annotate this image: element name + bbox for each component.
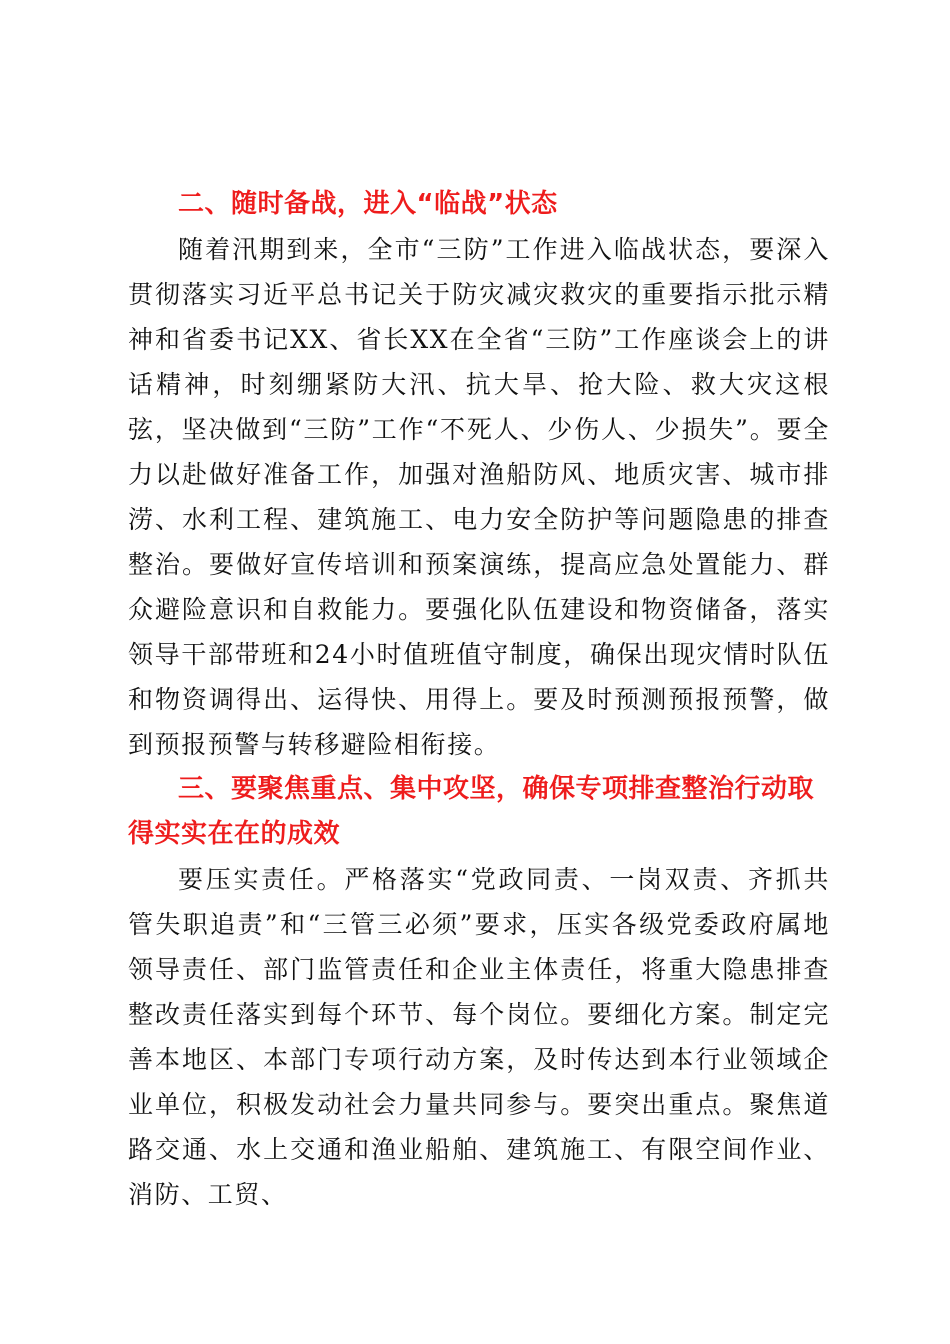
section-3-body: 要压实责任。严格落实“党政同责、一岗双责、齐抓共管失职追责”和“三管三必须”要求，压实各级党委政府属地领导责任、部门监管责任和企业主体责任，将重大隐患排查整改责任落实到每个环节、每个岗位。要细化方案。制定完善本地区、本部门专项行动方案，及时传达到本行业领域企业单位，积极发动社会力量共同参与。要突出重点。聚焦道路交通、水上交通和渔业船舶、建筑施工、有限空间作业、消防、工贸、 xyxy=(128,865,830,1209)
section-2-heading: 二、随时备战，进入“临战”状态 xyxy=(178,189,558,219)
document-content xyxy=(128,182,830,1217)
section-3-heading: 三、要聚焦重点、集中攻坚，确保专项排查整治行动取得实实在在的成效 xyxy=(128,774,815,849)
section-2-body: 随着汛期到来，全市“三防”工作进入临战状态，要深入贯彻落实习近平总书记关于防灾减灾救灾的重要指示批示精神和省委书记XX、省长XX在全省“三防”工作座谈会上的讲话精神，时刻绷紧防大汛、抗大旱、抢大险、救大灾这根弦，坚决做到“三防”工作“不死人、少伤人、少损失”。要全力以赴做好准备工作，加强对渔船防风、地质灾害、城市排涝、水利工程、建筑施工、电力安全防护等问题隐患的排查整治。要做好宣传培训和预案演练，提高应急处置能力、群众避险意识和自救能力。要强化队伍建设和物资储备，落实领导干部带班和24小时值班值守制度，确保出现灾情时队伍和物资调得出、运得快、用得上。要及时预测预报预警，做到预报预警与转移避险相衔接。 xyxy=(128,235,830,759)
